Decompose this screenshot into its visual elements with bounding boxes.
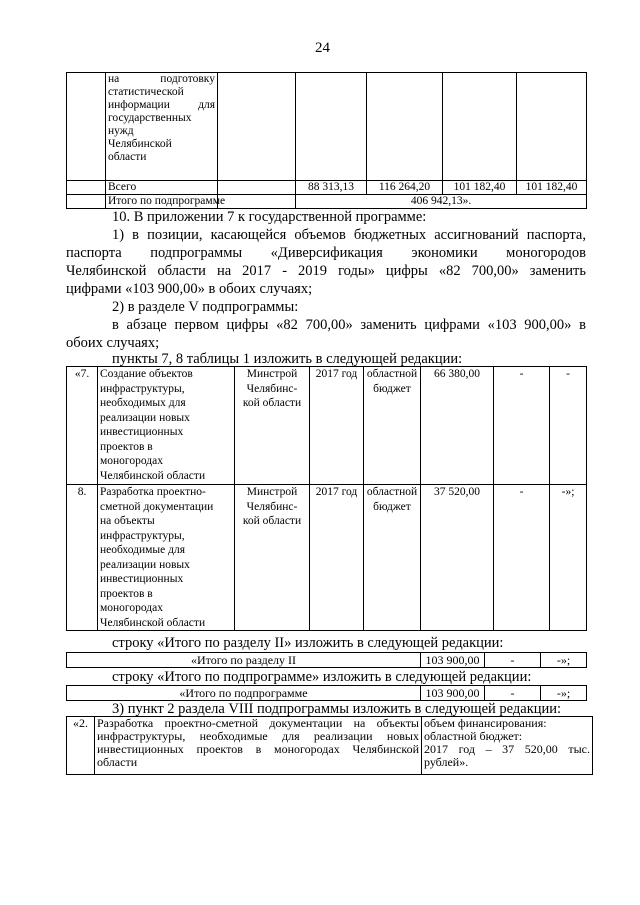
total-value: 116 264,20 xyxy=(367,181,443,195)
executor-cell: Минстрой Челябинс- кой области xyxy=(235,367,310,485)
section-total-label: «Итого по разделу II xyxy=(67,653,421,668)
dash-cell: -»; xyxy=(550,485,587,631)
executor-cell: Минстрой Челябинс- кой области xyxy=(235,485,310,631)
source-cell: областной бюджет xyxy=(364,485,421,631)
dash-cell: - xyxy=(494,485,550,631)
dash-cell: - xyxy=(485,686,541,701)
section8-table xyxy=(66,716,593,775)
dash-cell: - xyxy=(485,653,541,668)
item-name-cell: Разработка проектно- сметной документации на объекты инфраструктуры, необходимые для реализации новых инвестиционных проектов в моногородах Челябинской области xyxy=(98,485,235,631)
table-row xyxy=(67,686,587,701)
table-row xyxy=(67,485,587,631)
source-cell: областной бюджет xyxy=(364,367,421,485)
paragraph-2b: пункты 7, 8 таблицы 1 изложить в следующей редакции: xyxy=(112,351,463,367)
paragraph-2: 2) в разделе V подпрограммы: xyxy=(112,299,299,315)
table-row xyxy=(67,717,593,775)
items-table xyxy=(66,366,587,631)
subprogram-total-label: «Итого по подпрограмме xyxy=(67,686,421,701)
paragraph-1-line: цифрами «103 900,00» в обоих случаях; xyxy=(66,281,313,297)
description-cell: Разработка проектно-сметной документации на объекты инфраструктуры, необходимые для реализации новых инвестиционных проектов в моногородах Челябинской области xyxy=(95,717,422,775)
paragraph-3: 3) пункт 2 раздела VIII подпрограммы изложить в следующей редакции: xyxy=(112,701,562,717)
financing-cell: объем финансирования: областной бюджет: 2017 год – 37 520,00 тыс. рублей». xyxy=(422,717,593,775)
year-cell: 2017 год xyxy=(310,367,364,485)
paragraph-10: 10. В приложении 7 к государственной программе: xyxy=(112,209,427,225)
paragraph-section-total: строку «Итого по разделу II» изложить в следующей редакции: xyxy=(112,635,504,651)
item-number: «7. xyxy=(67,367,98,485)
section-total-table xyxy=(66,652,587,668)
section-total-amount: 103 900,00 xyxy=(421,653,485,668)
page-number: 24 xyxy=(315,40,330,56)
dash-cell: - xyxy=(550,367,587,485)
subprogram-total-label: Итого по подпрограмме xyxy=(106,195,218,209)
total-row xyxy=(67,181,587,195)
subprogram-total-value: 406 942,13». xyxy=(296,195,587,209)
total-value: 101 182,40 xyxy=(517,181,587,195)
subprogram-total-table xyxy=(66,685,587,701)
amount-cell: 37 520,00 xyxy=(421,485,494,631)
item-number: 8. xyxy=(67,485,98,631)
year-cell: 2017 год xyxy=(310,485,364,631)
table-row xyxy=(67,653,587,668)
measure-name-cell: на подготовку статистической информации для государственных нужд Челябинской области xyxy=(106,73,218,181)
dash-cell: -»; xyxy=(541,686,587,701)
paragraph-1-line: паспорта подпрограммы «Диверсификация экономики моногородов xyxy=(66,245,586,261)
table-row xyxy=(67,73,587,181)
item-number: «2. xyxy=(67,717,95,775)
subprogram-total-row xyxy=(67,195,587,209)
top-funding-table xyxy=(66,72,587,209)
total-label: Всего xyxy=(106,181,218,195)
total-value: 88 313,13 xyxy=(296,181,367,195)
dash-cell: - xyxy=(494,367,550,485)
paragraph-subprogram-total: строку «Итого по подпрограмме» изложить в следующей редакции: xyxy=(112,669,532,685)
paragraph-2a-line: обоих случаях; xyxy=(66,335,160,351)
item-name-cell: Создание объектов инфраструктуры, необходимых для реализации новых инвестиционных проектов в моногородах Челябинской области xyxy=(98,367,235,485)
paragraph-1-line: Челябинской области на 2017 - 2019 годы» цифры «82 700,00» заменить xyxy=(66,263,586,279)
paragraph-1-line: 1) в позиции, касающейся объемов бюджетных ассигнований паспорта, xyxy=(112,227,586,243)
dash-cell: -»; xyxy=(541,653,587,668)
paragraph-2a-line: в абзаце первом цифры «82 700,00» заменить цифрами «103 900,00» в xyxy=(112,317,586,333)
table-row xyxy=(67,367,587,485)
subprogram-total-amount: 103 900,00 xyxy=(421,686,485,701)
amount-cell: 66 380,00 xyxy=(421,367,494,485)
total-value: 101 182,40 xyxy=(443,181,517,195)
